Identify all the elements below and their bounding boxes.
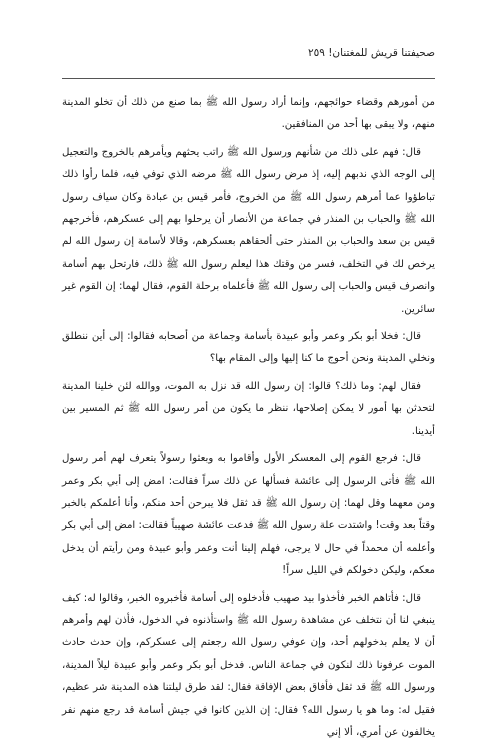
paragraph-5: قال: فرجع القوم إلى المعسكر الأول وأقاموا به وبعثوا رسولاً يتعرف لهم أمر رسول الله ﷺ فأتى الرسول إلى عائشة فسألها عن ذلك سراً فقالت: امض إلى أبي بكر وعمر ومن معهما وقل لهما: إن رسول الله ﷺ قد ثقل فلا يبرحن أحد منكم، وأنا أعلمكم بالخبر وقتاً بعد وقت! واشتدت علة رسول الله ﷺ فدعت عائشة صهيباً فقالت: امض إلى أبي بكر وأعلمه أن محمداً في حال لا يرجى، فهلم إلينا أنت وعمر وأبو عبيدة ومن رأيتم أن يدخل معكم، وليكن دخولكم في الليل سراً!: [62, 453, 435, 577]
body-text: [62, 92, 435, 749]
paragraph-6: قال: فأتاهم الخبر فأخذوا بيد صهيب فأدخلوه إلى أسامة فأخبروه الخبر، وقالوا له: كيف ينبغي لنا أن نتخلف عن مشاهدة رسول الله ﷺ واستأذنوه في الدخول، فأذن لهم وأمرهم أن لا يعلم بدخولهم أحد، وإن عوفي رسول الله رجعتم إلى عسكركم، وإن حدث حادث الموت عرفونا ذلك لنكون في جماعة الناس. فدخل أبو بكر وعمر وأبو عبيدة ليلاً المدينة، ورسول الله ﷺ قد ثقل فأفاق بعض الإفاقة فقال: لقد طرق ليلتنا هذه المدينة شر عظيم، فقيل له: وما هو يا رسول الله؟ فقال: إن الذين كانوا في جيش أسامة قد رجع منهم نفر يخالفون عن أمري، ألا إني: [62, 592, 435, 738]
paragraph-4: فقال لهم: وما ذلك؟ قالوا: إن رسول الله قد نزل به الموت، ووالله لئن خلينا المدينة لتحدثن بها أمور لا يمكن إصلاحها، ننظر ما يكون من أمر رسول الله ﷺ ثم المسير بين أيدينا.: [62, 380, 435, 437]
paragraph-3: قال: فخلا أبو بكر وعمر وأبو عبيدة بأسامة وجماعة من أصحابه فقالوا: إلى أين ننطلق ونخلي المدينة ونحن أحوج ما كنا إليها وإلى المقام بها؟: [62, 331, 435, 365]
running-header-title: صحيفتنا قريش للمغتنان! ٢٥٩: [307, 47, 435, 59]
paragraph-1: من أمورهم وقضاء حوائجهم، وإنما أراد رسول الله ﷺ بما صنع من ذلك أن تخلو المدينة منهم، ولا يبقى بها أحد من المنافقين.: [62, 97, 435, 131]
page-header: [62, 47, 435, 63]
header-divider: [62, 78, 435, 79]
paragraph-2: قال: فهم على ذلك من شأنهم ورسول الله ﷺ راتب يحثهم ويأمرهم بالخروج والتعجيل إلى الوجه الذي ندبهم إليه، إذ مرض رسول الله ﷺ مرضه الذي توفي فيه، فلما رأوا ذلك تباطؤوا عما أمرهم رسول الله ﷺ من الخروج، فأمر قيس بن عبادة وكان سياف رسول الله ﷺ والحباب بن المنذر في جماعة من الأنصار أن يرحلوا بهم إلى عسكرهم، فأخرجهم قيس بن سعد والحباب بن المنذر حتى ألحقاهم بعسكرهم، وقالا لأسامة إن رسول الله لم يرخص لك في التخلف، فسر من وقتك هذا ليعلم رسول الله ﷺ ذلك، فارتحل بهم أسامة وانصرف قيس والحباب إلى رسول الله ﷺ فأعلماه برحلة القوم، فقال لهما: إن القوم غير سائرين.: [62, 146, 435, 315]
